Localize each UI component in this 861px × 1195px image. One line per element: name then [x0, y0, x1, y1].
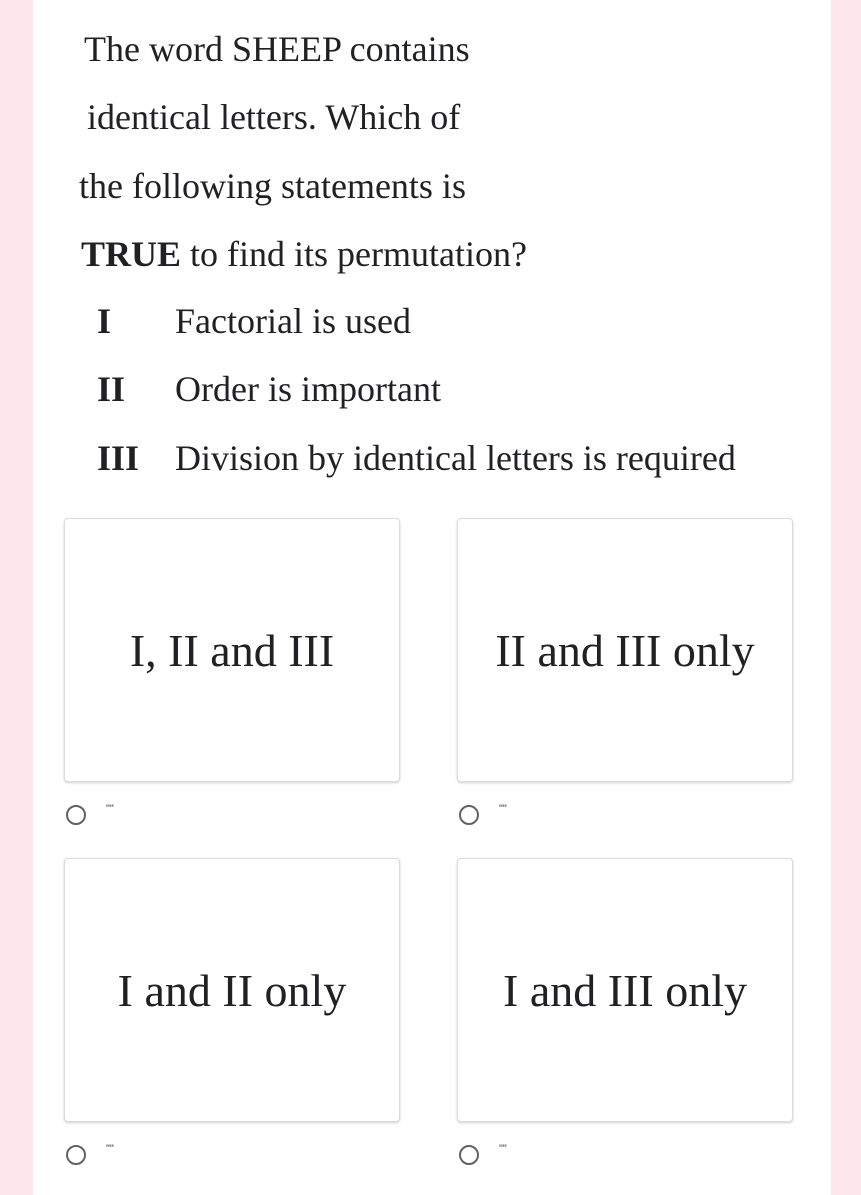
emphasis-true: TRUE: [81, 234, 182, 274]
radio-label: "": [106, 803, 114, 815]
form-page: [33, 0, 831, 1195]
option-radio-row[interactable]: [459, 1140, 507, 1170]
option-card[interactable]: II and III only: [457, 518, 793, 782]
statement-numeral: I: [97, 301, 112, 341]
radio-button[interactable]: [459, 805, 479, 825]
option-card[interactable]: I, II and III: [64, 518, 400, 782]
option-radio-row[interactable]: [66, 1140, 114, 1170]
radio-label: "": [499, 1143, 507, 1155]
statement-numeral: III: [97, 438, 140, 478]
statement-numeral: II: [97, 369, 126, 409]
statement-text: Order is important: [175, 369, 441, 409]
radio-label: "": [106, 1143, 114, 1155]
radio-button[interactable]: [66, 1145, 86, 1165]
radio-button[interactable]: [459, 1145, 479, 1165]
question-line-4: [81, 233, 527, 275]
question-line-3: the following statements is: [79, 166, 466, 206]
statement-text: Division by identical letters is required: [175, 438, 736, 478]
question-line-4-rest: to find its permutation?: [181, 234, 527, 274]
question-line-1: The word SHEEP contains: [84, 29, 470, 69]
radio-button[interactable]: [66, 805, 86, 825]
radio-label: "": [499, 803, 507, 815]
option-card[interactable]: I and II only: [64, 858, 400, 1122]
question-line-2: identical letters. Which of: [87, 97, 461, 137]
statement-text: Factorial is used: [175, 301, 411, 341]
option-card[interactable]: I and III only: [457, 858, 793, 1122]
option-radio-row[interactable]: [459, 800, 507, 830]
option-radio-row[interactable]: [66, 800, 114, 830]
